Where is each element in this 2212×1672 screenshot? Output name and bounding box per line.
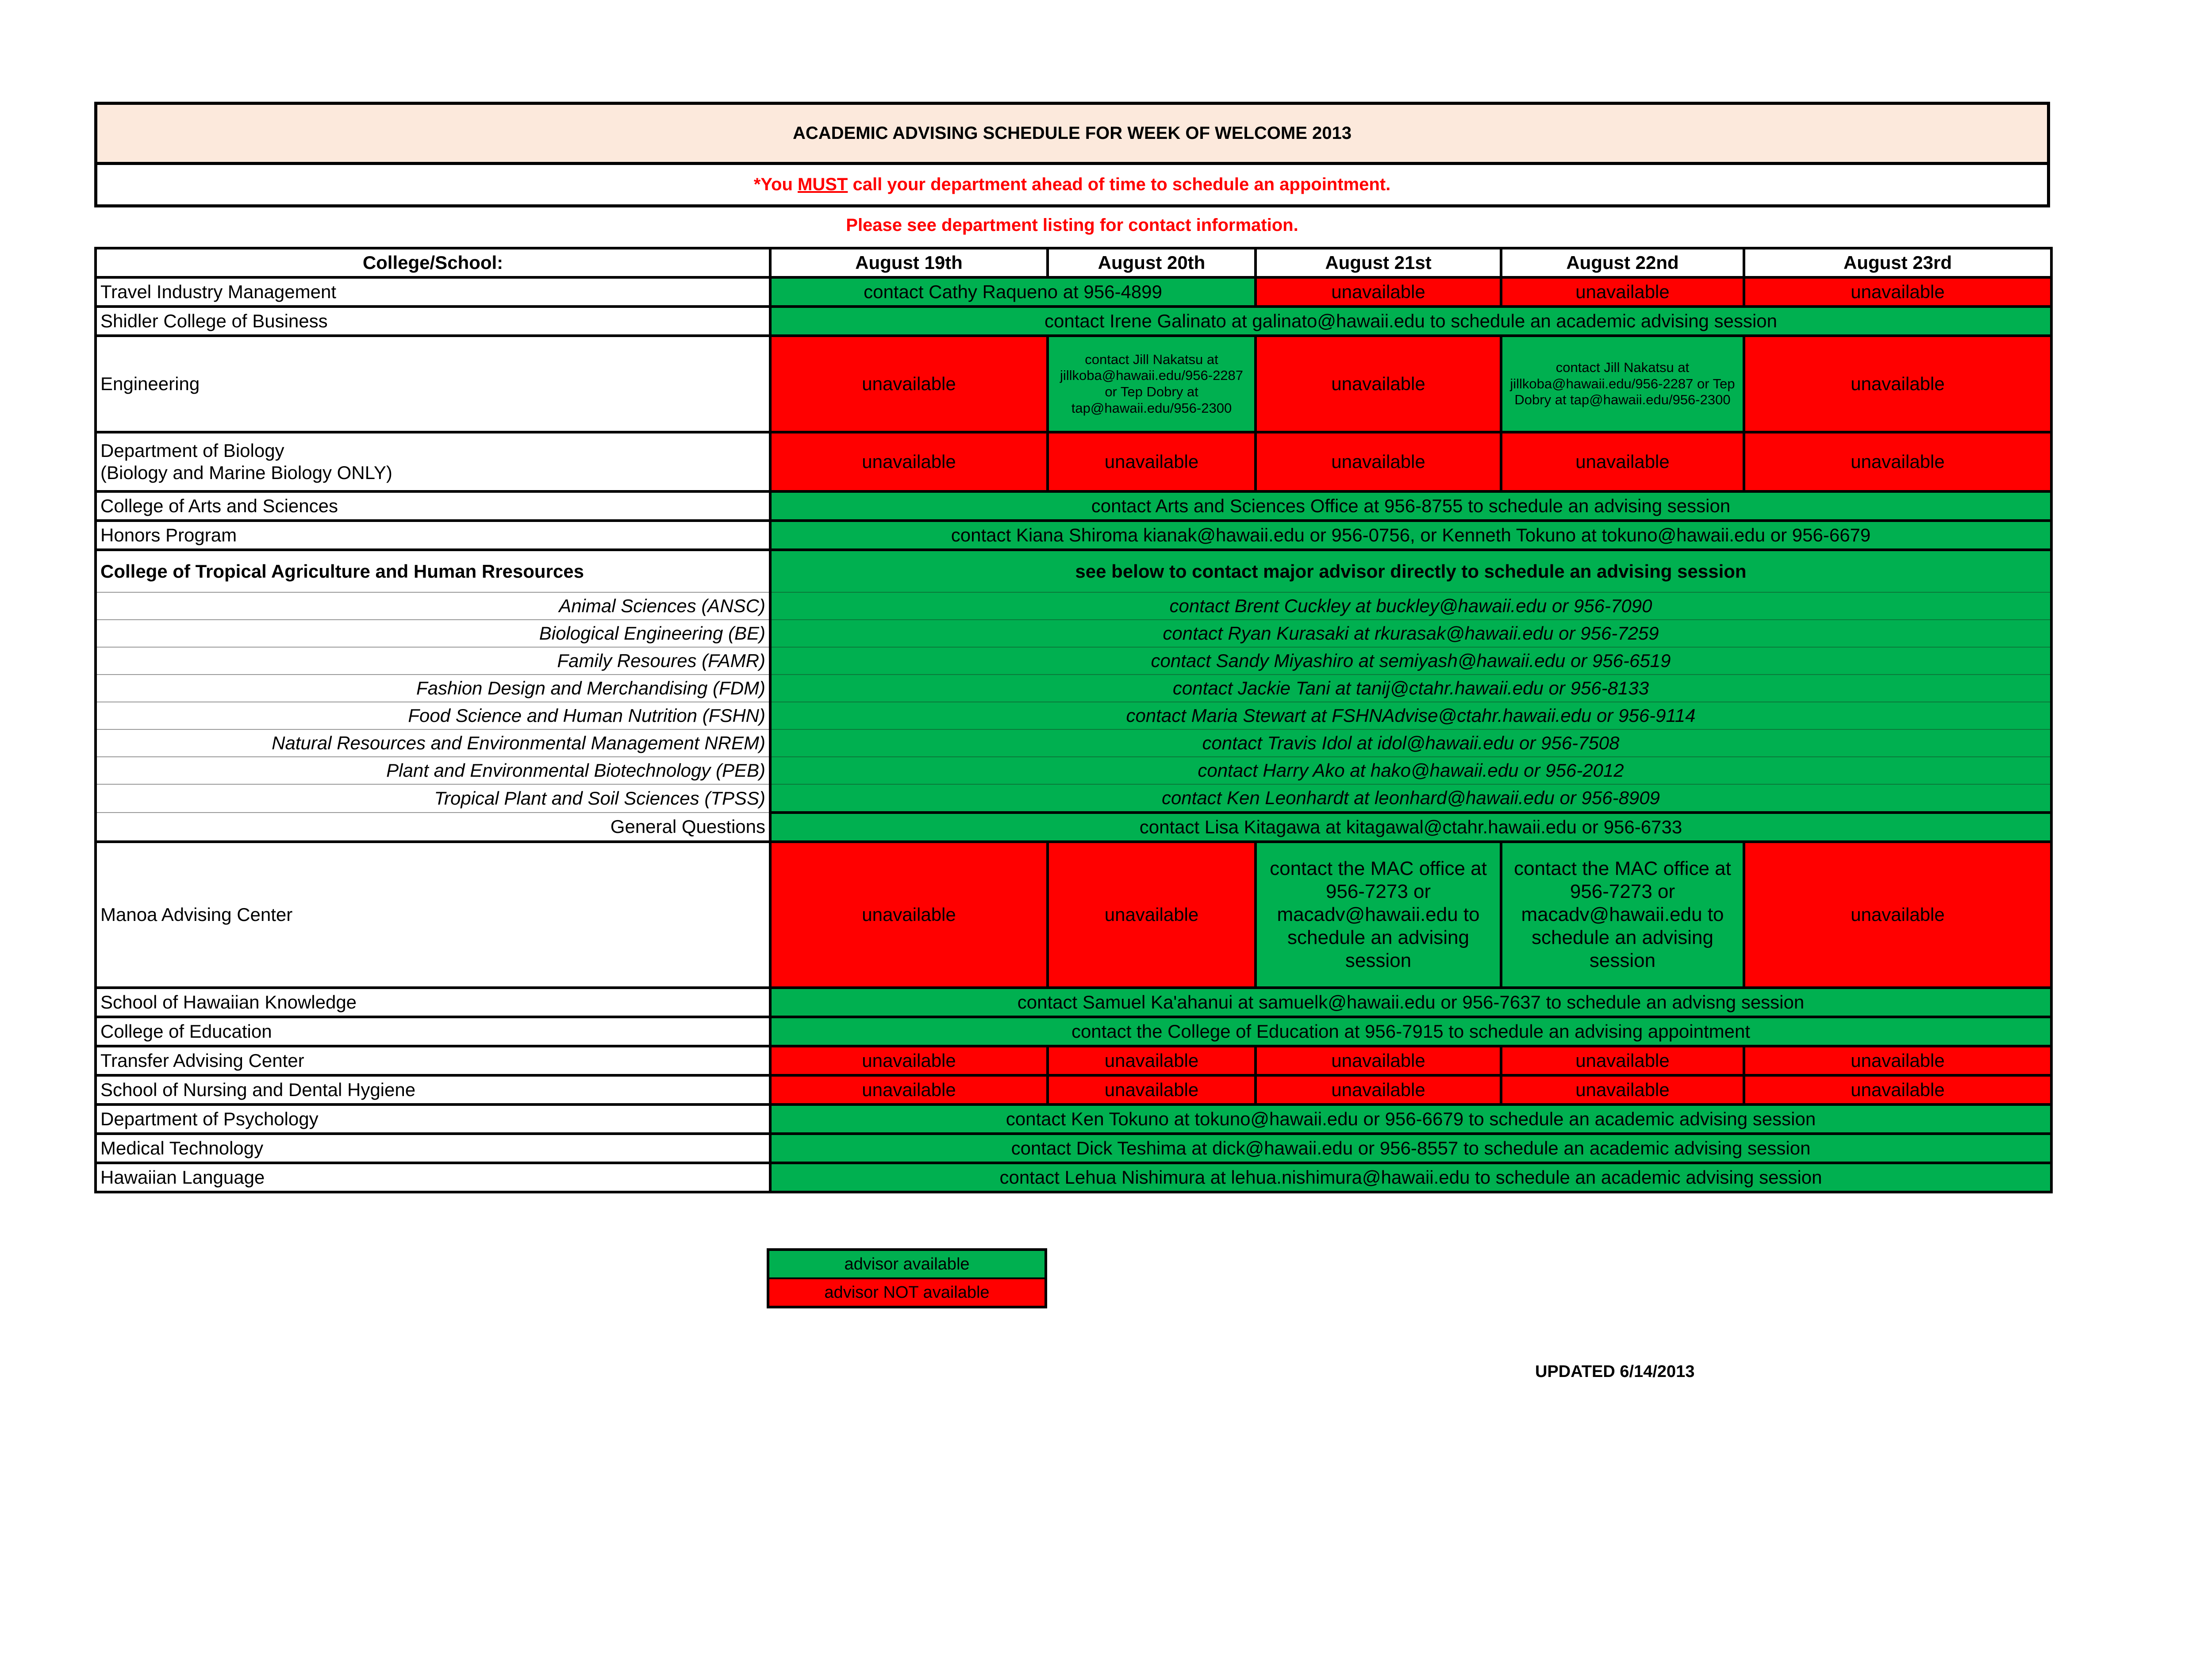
table-row xyxy=(96,1046,2051,1075)
notice-banner xyxy=(94,165,2050,207)
contact-note: Please see department listing for contact information. xyxy=(846,215,1298,235)
page-title xyxy=(94,102,2050,165)
row-name: College of Arts and Sciences xyxy=(96,491,770,521)
unavailable-cell: unavailable xyxy=(1048,1075,1256,1104)
row-name: Travel Industry Management xyxy=(96,277,770,307)
table-row xyxy=(96,307,2051,336)
table-row xyxy=(96,842,2051,988)
table-row xyxy=(96,647,2051,675)
available-cell: contact Kiana Shiroma kianak@hawaii.edu or 956-0756, or Kenneth Tokuno at tokuno@hawaii.edu or 956-6679 xyxy=(770,521,2051,550)
available-cell: contact Lisa Kitagawa at kitagawal@ctahr.hawaii.edu or 956-6733 xyxy=(770,813,2051,842)
row-name: Fashion Design and Merchandising (FDM) xyxy=(96,675,770,702)
available-cell: contact Ryan Kurasaki at rkurasak@hawaii.edu or 956-7259 xyxy=(770,620,2051,647)
unavailable-cell: unavailable xyxy=(1501,432,1744,491)
table-row xyxy=(96,1075,2051,1104)
unavailable-cell: unavailable xyxy=(770,842,1048,988)
unavailable-cell: unavailable xyxy=(1048,432,1256,491)
row-name: Shidler College of Business xyxy=(96,307,770,336)
table-row xyxy=(96,1104,2051,1134)
row-name: Medical Technology xyxy=(96,1134,770,1163)
table-row xyxy=(96,336,2051,432)
row-name: Engineering xyxy=(96,336,770,432)
available-cell: contact Brent Cuckley at buckley@hawaii.edu or 956-7090 xyxy=(770,592,2051,620)
available-cell: contact Samuel Ka'ahanui at samuelk@hawaii.edu or 956-7637 to schedule an advisng session xyxy=(770,988,2051,1017)
table-row xyxy=(96,702,2051,729)
available-cell: contact Ken Tokuno at tokuno@hawaii.edu or 956-6679 to schedule an academic advising session xyxy=(770,1104,2051,1134)
table-row xyxy=(96,1163,2051,1192)
unavailable-cell: unavailable xyxy=(1256,1046,1501,1075)
table-row xyxy=(96,1017,2051,1046)
available-cell: contact Harry Ako at hako@hawaii.edu or 956-2012 xyxy=(770,757,2051,784)
unavailable-cell: unavailable xyxy=(1501,277,1744,307)
unavailable-cell: unavailable xyxy=(1256,432,1501,491)
unavailable-cell: unavailable xyxy=(770,1046,1048,1075)
available-cell: contact Sandy Miyashiro at semiyash@hawaii.edu or 956-6519 xyxy=(770,647,2051,675)
available-cell: contact Jill Nakatsu at jillkoba@hawaii.edu/956-2287 or Tep Dobry at tap@hawaii.edu/956-2300 xyxy=(1501,336,1744,432)
unavailable-cell: unavailable xyxy=(1048,842,1256,988)
table-row xyxy=(96,491,2051,521)
available-cell: contact Arts and Sciences Office at 956-8755 to schedule an advising session xyxy=(770,491,2051,521)
table-row xyxy=(96,729,2051,757)
row-name: Hawaiian Language xyxy=(96,1163,770,1192)
header-aug23: August 23rd xyxy=(1744,248,2051,277)
unavailable-cell: unavailable xyxy=(770,432,1048,491)
unavailable-cell: unavailable xyxy=(1501,1046,1744,1075)
header-aug20: August 20th xyxy=(1048,248,1256,277)
available-cell: see below to contact major advisor directly to schedule an advising session xyxy=(770,550,2051,592)
available-cell: contact Ken Leonhardt at leonhard@hawaii.edu or 956-8909 xyxy=(770,784,2051,813)
table-row xyxy=(96,813,2051,842)
unavailable-cell: unavailable xyxy=(770,1075,1048,1104)
header-row xyxy=(96,248,2051,277)
row-name: School of Hawaiian Knowledge xyxy=(96,988,770,1017)
available-cell: contact the MAC office at 956-7273 or macadv@hawaii.edu to schedule an advising session xyxy=(1256,842,1501,988)
table-row xyxy=(96,988,2051,1017)
available-cell: contact Jackie Tani at tanij@ctahr.hawaii.edu or 956-8133 xyxy=(770,675,2051,702)
unavailable-cell: unavailable xyxy=(1256,336,1501,432)
unavailable-cell: unavailable xyxy=(1256,277,1501,307)
header-aug19: August 19th xyxy=(770,248,1048,277)
updated-date: UPDATED 6/14/2013 xyxy=(1535,1362,1695,1381)
notice-emphasis: MUST xyxy=(798,175,848,194)
unavailable-cell: unavailable xyxy=(1256,1075,1501,1104)
table-row xyxy=(96,432,2051,491)
unavailable-cell: unavailable xyxy=(1501,1075,1744,1104)
row-name: College of Education xyxy=(96,1017,770,1046)
row-name: Plant and Environmental Biotechnology (PEB) xyxy=(96,757,770,784)
row-name: Biological Engineering (BE) xyxy=(96,620,770,647)
row-name: Transfer Advising Center xyxy=(96,1046,770,1075)
row-name: Family Resoures (FAMR) xyxy=(96,647,770,675)
available-cell: contact the College of Education at 956-7915 to schedule an advising appointment xyxy=(770,1017,2051,1046)
legend-not-available: advisor NOT available xyxy=(769,1279,1045,1306)
available-cell: contact Jill Nakatsu at jillkoba@hawaii.edu/956-2287 or Tep Dobry at tap@hawaii.edu/956-2300 xyxy=(1048,336,1256,432)
table-row xyxy=(96,1134,2051,1163)
table-row xyxy=(96,550,2051,592)
table-row xyxy=(96,592,2051,620)
row-name: Honors Program xyxy=(96,521,770,550)
unavailable-cell: unavailable xyxy=(1744,1046,2051,1075)
table-row xyxy=(96,277,2051,307)
header-college: College/School: xyxy=(96,248,770,277)
row-name: Food Science and Human Nutrition (FSHN) xyxy=(96,702,770,729)
notice-prefix: *You xyxy=(753,175,798,194)
unavailable-cell: unavailable xyxy=(1048,1046,1256,1075)
available-cell: contact Irene Galinato at galinato@hawaii.edu to schedule an academic advising session xyxy=(770,307,2051,336)
unavailable-cell: unavailable xyxy=(770,336,1048,432)
row-name xyxy=(96,432,770,491)
unavailable-cell: unavailable xyxy=(1744,432,2051,491)
row-name: Tropical Plant and Soil Sciences (TPSS) xyxy=(96,784,770,813)
row-name: Manoa Advising Center xyxy=(96,842,770,988)
table-row xyxy=(96,757,2051,784)
available-cell: contact Maria Stewart at FSHNAdvise@ctahr.hawaii.edu or 956-9114 xyxy=(770,702,2051,729)
row-name: College of Tropical Agriculture and Human Rresources xyxy=(96,550,770,592)
available-cell: contact Dick Teshima at dick@hawaii.edu or 956-8557 to schedule an academic advising session xyxy=(770,1134,2051,1163)
table-row xyxy=(96,675,2051,702)
unavailable-cell: unavailable xyxy=(1744,277,2051,307)
available-cell: contact Cathy Raqueno at 956-4899 xyxy=(770,277,1256,307)
table-row xyxy=(96,620,2051,647)
header-aug21: August 21st xyxy=(1256,248,1501,277)
row-name: School of Nursing and Dental Hygiene xyxy=(96,1075,770,1104)
available-cell: contact Travis Idol at idol@hawaii.edu or 956-7508 xyxy=(770,729,2051,757)
available-cell: contact the MAC office at 956-7273 or macadv@hawaii.edu to schedule an advising session xyxy=(1501,842,1744,988)
table-row xyxy=(96,784,2051,813)
header-aug22: August 22nd xyxy=(1501,248,1744,277)
row-name: Animal Sciences (ANSC) xyxy=(96,592,770,620)
available-cell: contact Lehua Nishimura at lehua.nishimura@hawaii.edu to schedule an academic advising session xyxy=(770,1163,2051,1192)
notice-suffix: call your department ahead of time to schedule an appointment. xyxy=(848,175,1391,194)
schedule-table xyxy=(94,247,2053,1193)
table-row xyxy=(96,521,2051,550)
row-name-line2: (Biology and Marine Biology ONLY) xyxy=(100,462,392,483)
title-text: ACADEMIC ADVISING SCHEDULE FOR WEEK OF WELCOME 2013 xyxy=(792,123,1352,143)
row-name-line1: Department of Biology xyxy=(100,440,284,461)
row-name: General Questions xyxy=(96,813,770,842)
legend xyxy=(767,1248,1047,1308)
unavailable-cell: unavailable xyxy=(1744,842,2051,988)
legend-available: advisor available xyxy=(769,1251,1045,1279)
row-name: Department of Psychology xyxy=(96,1104,770,1134)
row-name: Natural Resources and Environmental Management NREM) xyxy=(96,729,770,757)
unavailable-cell: unavailable xyxy=(1744,1075,2051,1104)
unavailable-cell: unavailable xyxy=(1744,336,2051,432)
